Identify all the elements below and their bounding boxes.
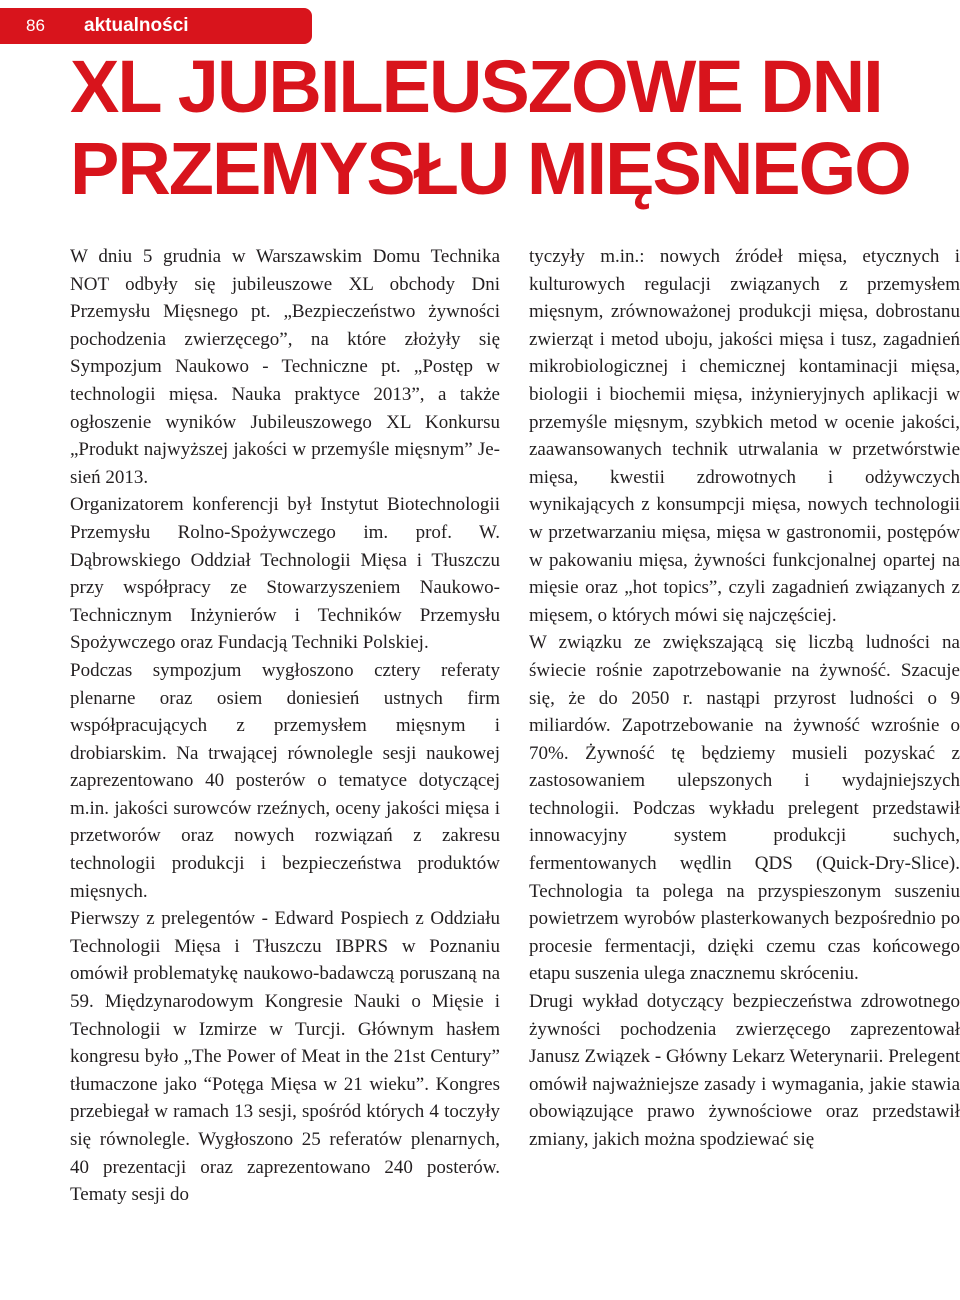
paragraph: Organizatorem konferencji był Instytut Biotechnologii Przemysłu Rolno-Spożywczego im. prof. W. Dąbrowskiego Oddział Technologii Mięsa i Tłuszczu przy współpracy ze Stowarzyszeniem Naukowo-Technicznym Inżynierów i Techników Przemysłu Spożywczego oraz Fundacją Techniki Polskiej.	[70, 494, 500, 654]
paragraph: W dniu 5 grudnia w Warszawskim Domu Technika NOT odbyły się jubileuszowe XL obchody Dni Przemysłu Mięsnego pt. „Bezpieczeństwo żywności pochodzenia zwierzęcego”, na które złożyły się Sympozjum Naukowo - Techniczne pt. „Postęp w technologii mięsa. Nauka praktyce 2013”, a także ogłoszenie wyników Jubileuszowego XL Konkursu „Produkt najwyższej jakości w przemyśle mięsnym” Jesień 2013.	[70, 246, 500, 488]
article-title-line-2: PRZEMYSŁU MIĘSNEGO	[70, 127, 910, 210]
article-title-line-1: XL JUBILEUSZOWE DNI	[70, 45, 882, 128]
article-column-right	[529, 243, 960, 1154]
article-title	[70, 46, 950, 210]
paragraph: W związku ze zwiększającą się liczbą ludności na świecie rośnie zapotrzebowanie na żywność. Szacuje się, że do 2050 r. nastąpi przyrost ludności o 9 miliardów. Zapotrzebowanie na żywność wzrośnie o 70%. Żywność tę będziemy musieli pozyskać z zastosowaniem ulepszonych i wydajniejszych technologii. Podczas wykładu prelegent przedstawił innowacyjny system produkcji suchych, fermentowanych wędlin QDS (Quick-Dry-Slice). Technologia ta polega na przyspieszonym suszeniu powietrzem wyrobów plasterkowanych bezpośrednio po procesie fermentacji, dzięki czemu czas końcowego etapu suszenia ulega znacznemu skróceniu.	[529, 632, 960, 985]
page-number: 86	[26, 16, 45, 35]
paragraph: Pierwszy z prelegentów - Edward Pospiech z Oddziału Technologii Mięsa i Tłuszczu IBPRS w Poznaniu omówił problematykę naukowo-badawczą poruszaną na 59. Międzynarodowym Kongresie Nauki o Mięsie i Technologii w Izmirze w Turcji. Głównym hasłem kongresu było „The Power of Meat in the 21st Century” tłumaczone jako “Potęga Mięsa w 21 wieku”. Kongres przebiegał w ramach 13 sesji, spośród których 4 toczyły się równolegle. Wygłoszono 25 referatów plenarnych, 40 prezentacji oraz zaprezentowano 240 posterów. Tematy sesji do	[70, 908, 500, 1206]
paragraph: Drugi wykład dotyczący bezpieczeństwa zdrowotnego żywności pochodzenia zwierzęcego zaprezentował Janusz Związek - Główny Lekarz Weterynarii. Prelegent omówił najważniejsze zasady i wymagania, jakie stawia obowiązujące prawo żywnościowe oraz przedstawił zmiany, jakich można spodziewać się	[529, 991, 960, 1150]
article-column-left	[70, 243, 500, 1209]
section-header-bar	[0, 8, 312, 44]
paragraph: Podczas sympozjum wygłoszono cztery referaty plenarne oraz osiem doniesień ustnych firm współpracujących z przemysłem mięsnym i drobiarskim. Na trwającej równolegle sesji naukowej zaprezentowano 40 posterów o tematyce dotyczącej m.in. jakości surowców rzeźnych, oceny jakości mięsa i przetworów oraz nowych rozwiązań z zakresu technologii produkcji i bezpieczeństwa produktów mięsnych.	[70, 659, 500, 902]
paragraph: tyczyły m.in.: nowych źródeł mięsa, etycznych i kulturowych regulacji związanych z przemysłem mięsnym, zrównoważonej produkcji mięsa, dobrostanu zwierząt i metod uboju, jakości mięsa i tusz, zagadnień mikrobiologicznej i chemicznej kontaminacji mięsa, biologii i biochemii mięsa, inżynieryjnych aplikacji w przemyśle mięsnym, szybkich metod w ocenie jakości, zaawansowanych technik utrwalania w przetwórstwie mięsa, kwestii zdrowotnych i odżywczych wynikających z konsumpcji mięsa, nowych technologii w przetwarzaniu mięsa, mięsa w gastronomii, postępów w pakowaniu mięsa, żywności funkcjonalnej opartej na mięsie oraz „hot topics”, czyli zagadnień związanych z mięsem, o których mówi się najczęściej.	[529, 246, 960, 626]
section-label: aktualności	[84, 15, 189, 36]
